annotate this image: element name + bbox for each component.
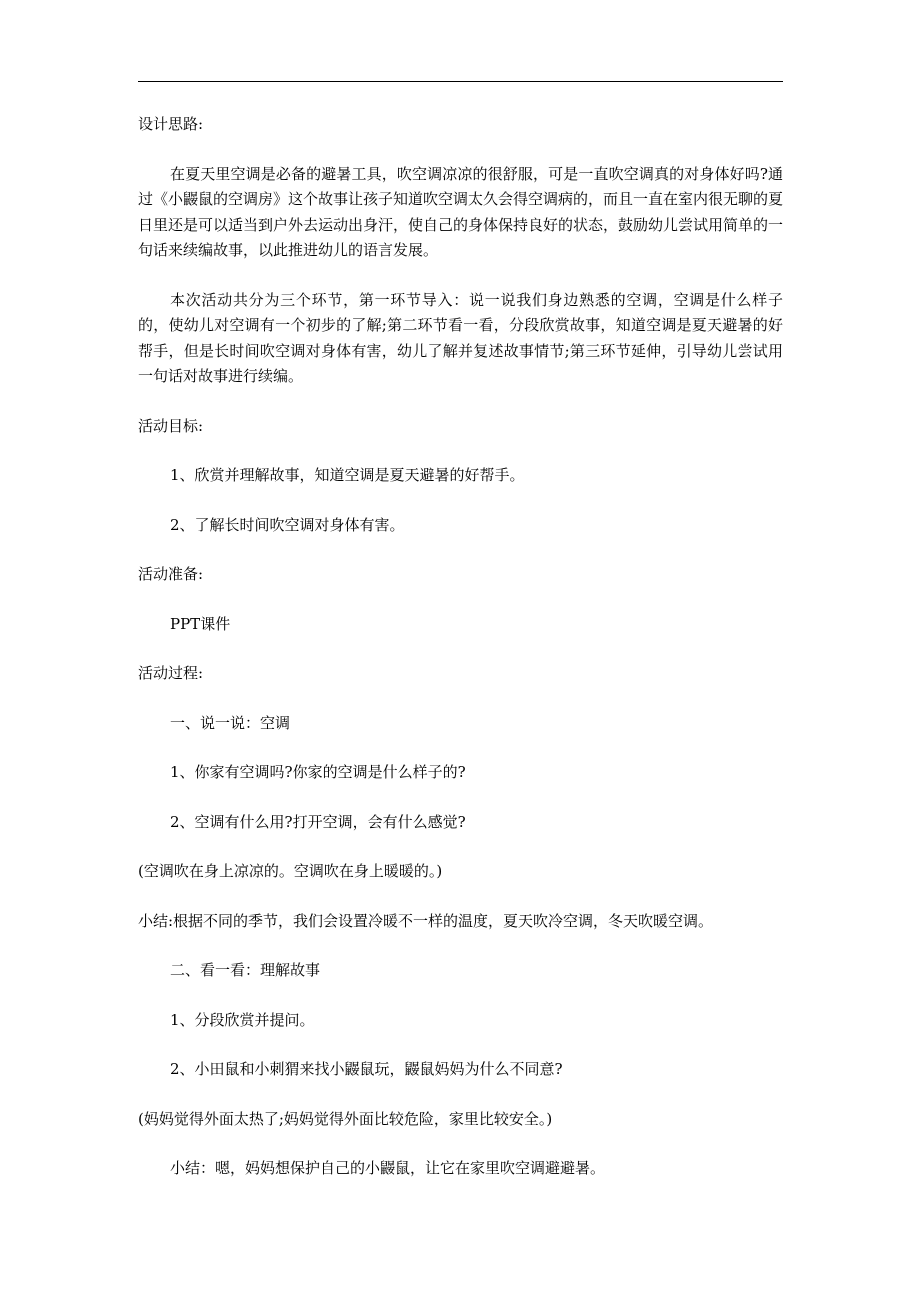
prep-item: PPT课件 — [170, 614, 231, 633]
section-2-answer: (妈妈觉得外面太热了;妈妈觉得外面比较危险，家里比较安全。) — [138, 1109, 553, 1128]
design-paragraph-2: 本次活动共分为三个环节，第一环节导入：说一说我们身边熟悉的空调，空调是什么样子的，使幼儿对空调有一个初步的了解;第二环节看一看，分段欣赏故事，知道空调是夏天避暑的好帮手，但是长时间吹空调对身体有害，幼儿了解并复述故事情节;第三环节延伸，引导幼儿尝试用一句话对故事进行续编。 — [138, 290, 783, 385]
goal-item-2: 2、了解长时间吹空调对身体有害。 — [170, 515, 405, 534]
section-2-item-1: 1、分段欣赏并提问。 — [170, 1010, 315, 1029]
document-body — [138, 112, 783, 1206]
prep-heading: 活动准备: — [138, 565, 204, 583]
header-rule — [138, 81, 783, 82]
section-2-title: 二、看一看：理解故事 — [170, 961, 321, 979]
goals-heading: 活动目标: — [138, 416, 204, 435]
goal-item-1: 1、欣赏并理解故事，知道空调是夏天避暑的好帮手。 — [170, 466, 525, 484]
section-1-title: 一、说一说：空调 — [170, 713, 291, 732]
section-1-summary: 小结:根据不同的季节，我们会设置冷暖不一样的温度，夏天吹冷空调，冬天吹暖空调。 — [138, 911, 714, 930]
section-2-item-2: 2、小田鼠和小刺猬来找小鼹鼠玩，鼹鼠妈妈为什么不同意? — [170, 1060, 563, 1078]
section-2-summary: 小结：嗯，妈妈想保护自己的小鼹鼠，让它在家里吹空调避避暑。 — [170, 1159, 606, 1177]
section-1-question-2: 2、空调有什么用?打开空调，会有什么感觉? — [170, 812, 466, 831]
section-1-answer: (空调吹在身上凉凉的。空调吹在身上暖暖的。) — [138, 862, 443, 880]
process-heading: 活动过程: — [138, 664, 204, 682]
design-heading: 设计思路: — [138, 115, 204, 133]
design-paragraph-1: 在夏天里空调是必备的避暑工具，吹空调凉凉的很舒服，可是一直吹空调真的对身体好吗?通过《小鼹鼠的空调房》这个故事让孩子知道吹空调太久会得空调病的，而且一直在室内很无聊的夏日里还是可以适当到户外去运动出身汗，使自己的身体保持良好的状态，鼓励幼儿尝试用简单的一句话来续编故事，以此推进幼儿的语言发展。 — [138, 164, 784, 259]
section-1-question-1: 1、你家有空调吗?你家的空调是什么样子的? — [170, 763, 466, 781]
